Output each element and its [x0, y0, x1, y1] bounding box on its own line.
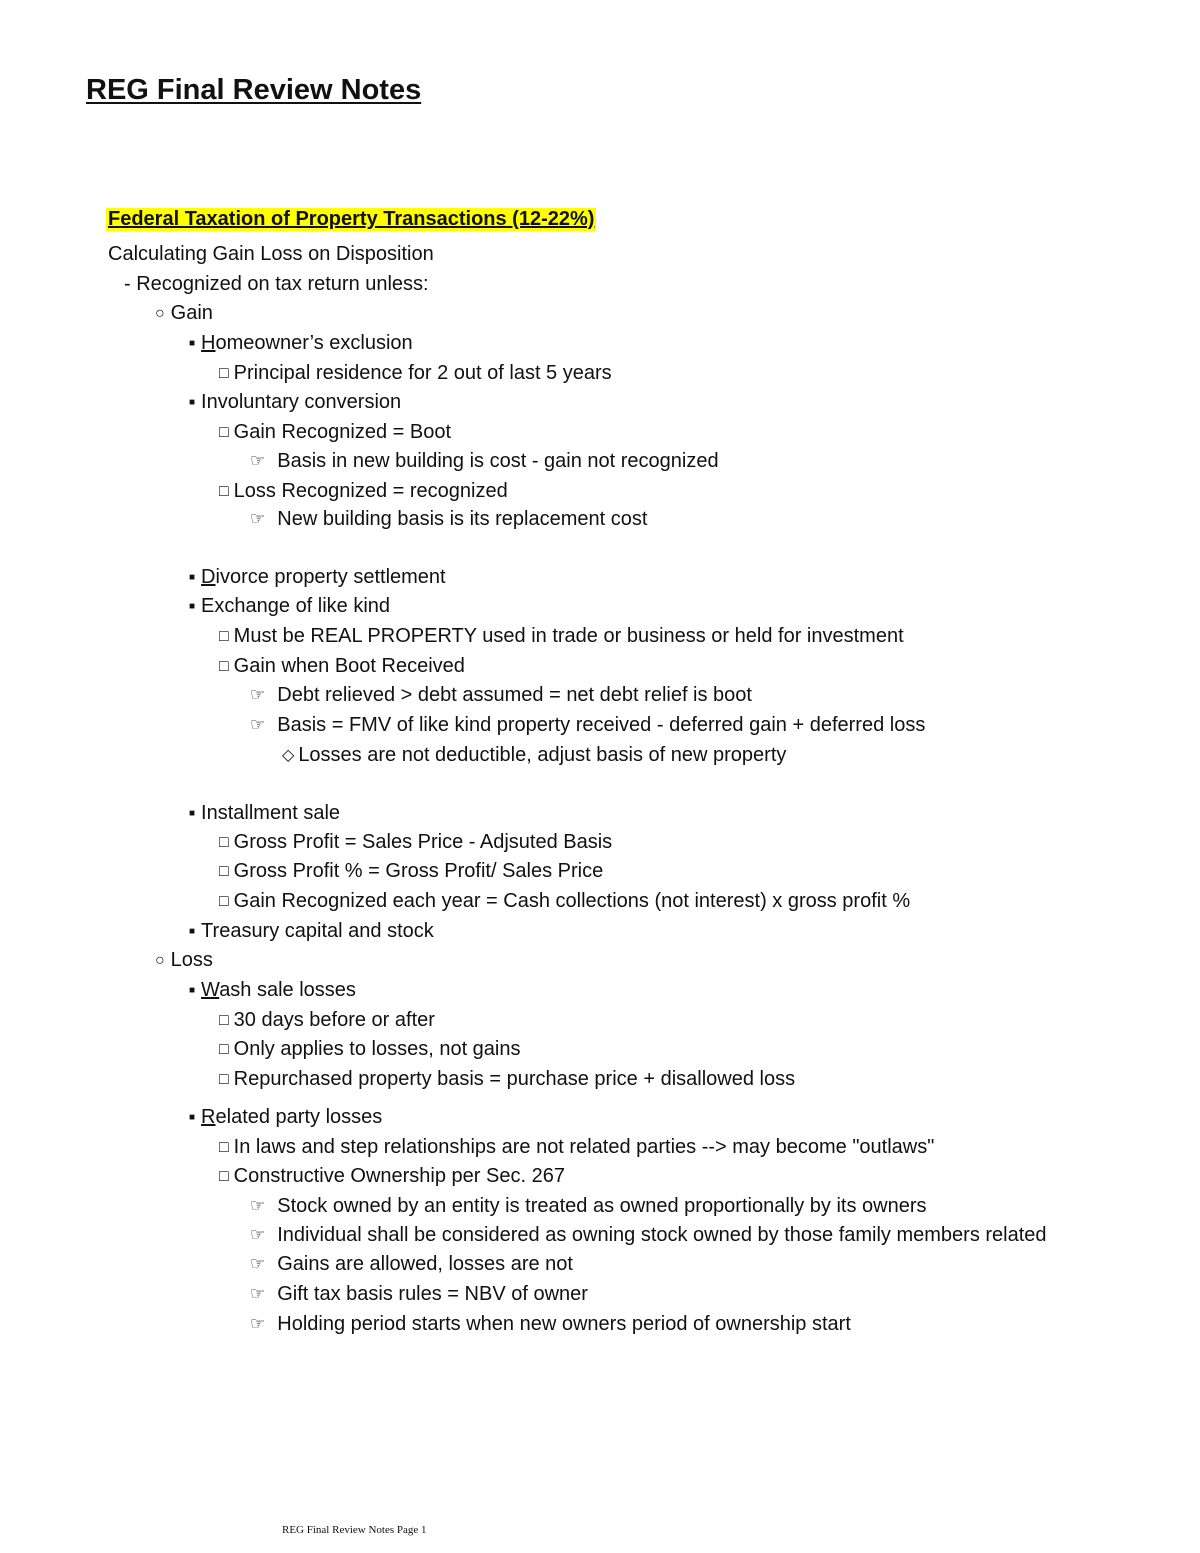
mnemonic-letter: D	[201, 566, 216, 588]
square-bullet-icon: ■	[189, 926, 196, 937]
square-bullet-icon: ■	[189, 397, 196, 408]
installment-text: nstallment sale	[206, 802, 341, 824]
list-item	[219, 652, 465, 681]
hollow-circle-bullet-icon: ○	[155, 305, 165, 322]
only-losses-text: Only applies to losses, not gains	[233, 1038, 521, 1060]
hollow-circle-bullet-icon: ○	[155, 952, 165, 969]
list-item	[219, 1133, 934, 1162]
hollow-square-bullet-icon: □	[219, 1168, 229, 1185]
list-item	[219, 1035, 521, 1064]
mnemonic-letter: R	[201, 1106, 216, 1128]
gain-label: Gain	[170, 302, 213, 324]
list-item	[250, 1221, 1047, 1249]
gain-when-boot-text: Gain when Boot Received	[233, 655, 465, 677]
pointing-hand-icon: ☞	[250, 1225, 266, 1244]
list-item	[189, 563, 446, 592]
mnemonic-letter: T	[201, 920, 213, 942]
page-footer: REG Final Review Notes Page 1	[282, 1524, 427, 1536]
loss-label: Loss	[170, 949, 213, 971]
mnemonic-letter: E	[201, 595, 215, 617]
gains-allowed-text: Gains are allowed, losses are not	[277, 1253, 573, 1275]
list-item	[155, 299, 213, 328]
list-item	[219, 477, 508, 506]
pointing-hand-icon: ☞	[250, 509, 266, 528]
page-title: REG Final Review Notes	[86, 74, 422, 106]
square-bullet-icon: ■	[189, 808, 196, 819]
basis-fmv-text: Basis = FMV of like kind property received - deferred gain + deferred loss	[277, 714, 926, 736]
in-laws-text: In laws and step relationships are not related parties --> may become "outlaws"	[233, 1136, 935, 1158]
list-item	[219, 1065, 795, 1094]
list-item	[250, 447, 719, 475]
constructive-text: Constructive Ownership per Sec. 267	[233, 1165, 565, 1187]
hollow-square-bullet-icon: □	[219, 1071, 229, 1088]
divorce-text: ivorce property settlement	[215, 566, 446, 588]
list-item	[219, 1006, 435, 1035]
dash-bullet: -	[124, 273, 137, 295]
hollow-square-bullet-icon: □	[219, 658, 229, 675]
pointing-hand-icon: ☞	[250, 1254, 266, 1273]
losses-not-deductible-text: Losses are not deductible, adjust basis of new property	[298, 744, 787, 766]
calc-heading: Calculating Gain Loss on Disposition	[108, 243, 434, 265]
gain-each-year-text: Gain Recognized each year = Cash collections (not interest) x gross profit %	[233, 890, 911, 912]
gift-tax-text: Gift tax basis rules = NBV of owner	[277, 1283, 588, 1305]
list-item	[219, 418, 451, 447]
pointing-hand-icon: ☞	[250, 1314, 266, 1333]
list-item	[250, 1250, 573, 1278]
gain-recognized-text: Gain Recognized = Boot	[233, 421, 452, 443]
list-item	[219, 857, 603, 886]
square-bullet-icon: ■	[189, 338, 196, 349]
list-item	[219, 887, 910, 916]
related-text: elated party losses	[215, 1106, 383, 1128]
stock-entity-text: Stock owned by an entity is treated as owned proportionally by its owners	[277, 1195, 927, 1217]
hollow-square-bullet-icon: □	[219, 1041, 229, 1058]
list-item	[189, 976, 356, 1005]
thirty-days-text: 30 days before or after	[233, 1009, 435, 1031]
pointing-hand-icon: ☞	[250, 685, 266, 704]
mnemonic-letter: W	[201, 979, 220, 1001]
debt-relieved-text: Debt relieved > debt assumed = net debt relief is boot	[277, 684, 752, 706]
section-heading: Federal Taxation of Property Transactions (12-22%)	[108, 208, 595, 230]
square-bullet-icon: ■	[189, 601, 196, 612]
involuntary-text: Involuntary conversion	[201, 391, 402, 413]
pointing-hand-icon: ☞	[250, 451, 266, 470]
mnemonic-letter: H	[201, 332, 216, 354]
holding-period-text: Holding period starts when new owners period of ownership start	[277, 1313, 851, 1335]
hollow-square-bullet-icon: □	[219, 424, 229, 441]
hollow-square-bullet-icon: □	[219, 483, 229, 500]
pointing-hand-icon: ☞	[250, 1284, 266, 1303]
principal-text: Principal residence for 2 out of last 5 years	[233, 362, 612, 384]
list-item	[250, 1280, 588, 1308]
list-item	[250, 681, 752, 709]
wash-text: ash sale losses	[219, 979, 356, 1001]
list-item	[219, 622, 904, 651]
square-bullet-icon: ■	[189, 1112, 196, 1123]
hollow-square-bullet-icon: □	[219, 1012, 229, 1029]
list-item	[219, 359, 612, 388]
exchange-text: xchange of like kind	[214, 595, 391, 617]
hollow-square-bullet-icon: □	[219, 863, 229, 880]
basis-new-building-text: Basis in new building is cost - gain not recognized	[277, 450, 719, 472]
must-be-real-text: Must be REAL PROPERTY used in trade or business or held for investment	[233, 625, 904, 647]
treasury-text: reasury capital and stock	[212, 920, 434, 942]
list-item	[189, 1103, 382, 1132]
list-item	[219, 1162, 565, 1191]
gross-profit-pct-text: Gross Profit % = Gross Profit/ Sales Price	[233, 860, 604, 882]
gross-profit-text: Gross Profit = Sales Price - Adjsuted Basis	[233, 831, 613, 853]
diamond-bullet-icon: ◇	[282, 747, 295, 764]
pointing-hand-icon: ☞	[250, 715, 266, 734]
list-item	[250, 1310, 851, 1338]
list-item	[155, 946, 213, 975]
list-item	[189, 592, 390, 621]
list-item	[282, 741, 786, 770]
hollow-square-bullet-icon: □	[219, 365, 229, 382]
pointing-hand-icon: ☞	[250, 1196, 266, 1215]
hollow-square-bullet-icon: □	[219, 1139, 229, 1156]
square-bullet-icon: ■	[189, 985, 196, 996]
list-item	[189, 799, 340, 828]
individual-text: Individual shall be considered as owning stock owned by those family members related	[277, 1224, 1047, 1246]
list-item	[124, 270, 429, 298]
loss-recognized-text: Loss Recognized = recognized	[233, 480, 508, 502]
list-item	[219, 828, 612, 857]
list-item	[250, 1192, 927, 1220]
mnemonic-letter: I	[201, 802, 207, 824]
list-item	[189, 388, 401, 417]
list-item	[189, 329, 413, 358]
repurchased-text: Repurchased property basis = purchase price + disallowed loss	[233, 1068, 796, 1090]
list-item	[189, 917, 434, 946]
new-building-basis-text: New building basis is its replacement cost	[277, 508, 648, 530]
hollow-square-bullet-icon: □	[219, 834, 229, 851]
homeowner-text: omeowner’s exclusion	[215, 332, 413, 354]
hollow-square-bullet-icon: □	[219, 893, 229, 910]
list-item	[250, 505, 647, 533]
recognized-text: Recognized on tax return unless:	[136, 273, 429, 295]
hollow-square-bullet-icon: □	[219, 628, 229, 645]
square-bullet-icon: ■	[189, 572, 196, 583]
list-item	[250, 711, 925, 739]
